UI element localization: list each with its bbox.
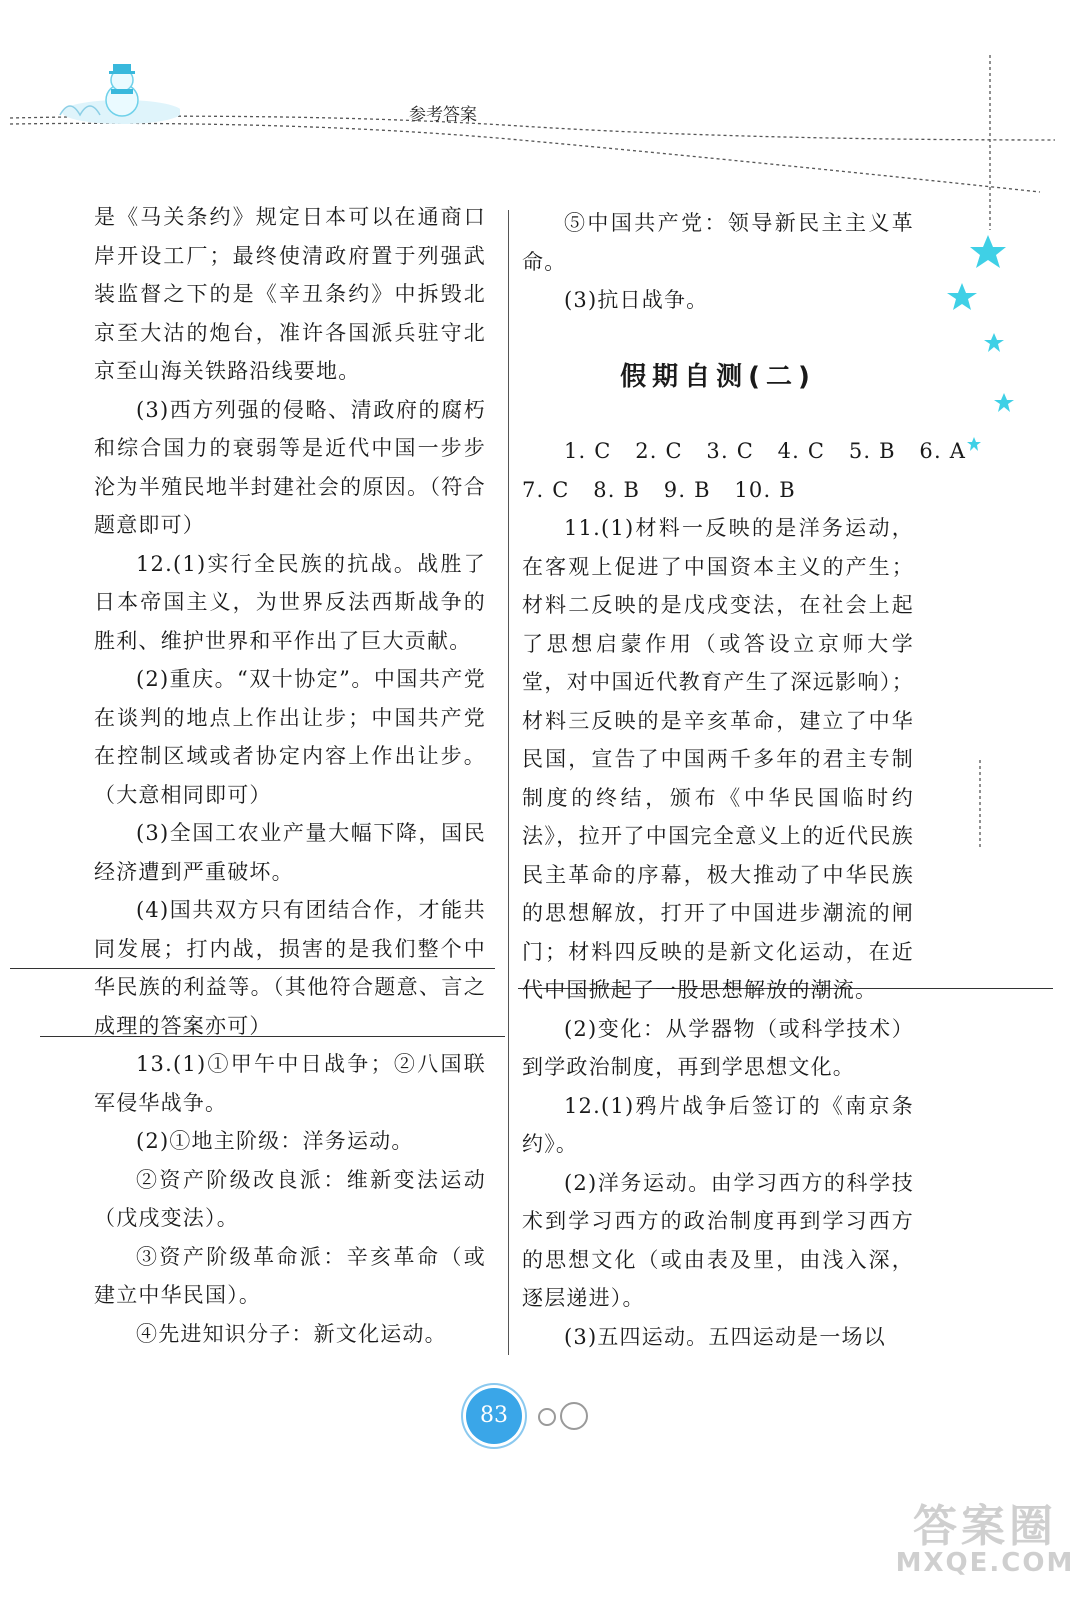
answer-paragraph: (2)①地主阶级：洋务运动。 xyxy=(136,1129,414,1153)
decorative-stars xyxy=(940,225,1020,465)
answer-paragraph: (2)洋务运动。由学习西方的科学技术到学习西方的政治制度再到学习西方的思想文化（或由表及里，由浅入深，逐层递进）。 xyxy=(522,1170,914,1310)
answer-paragraph: 13.(1)①甲午中日战争；②八国联军侵华战争。 xyxy=(94,1052,486,1115)
snowman-icon xyxy=(50,60,180,130)
answer-paragraph: 12.(1)鸦片战争后签订的《南京条约》。 xyxy=(522,1093,914,1156)
answer-paragraph: (3)抗日战争。 xyxy=(564,288,709,312)
star-icon xyxy=(970,235,1006,268)
right-column xyxy=(522,204,967,1356)
answer-paragraph: ⑤中国共产党：领导新民主主义革命。 xyxy=(522,211,914,274)
answer-paragraph: 是《马关条约》规定日本可以在通商口岸开设工厂；最终使清政府置于列强武装监督之下的是《辛丑条约》中拆毁北京至大沽的炮台，准许各国派兵驻守北京至山海关铁路沿线要地。 xyxy=(94,205,486,383)
answer-paragraph: ③资产阶级革命派：辛亥革命（或建立中华民国）。 xyxy=(94,1244,486,1307)
column-divider xyxy=(508,210,509,1355)
decorative-circle-large xyxy=(560,1402,588,1430)
answer-paragraph: (2)变化：从学器物（或科学技术）到学政治制度，再到学思想文化。 xyxy=(522,1016,914,1079)
choice-answers-line: 7. C 8. B 9. B 10. B xyxy=(522,477,796,502)
answer-paragraph: 12.(1)实行全民族的抗战。战胜了日本帝国主义，为世界反法西斯战争的胜利、维护世界和平作出了巨大贡献。 xyxy=(94,551,486,653)
watermark xyxy=(890,1490,1080,1578)
answer-paragraph: (3)五四运动。五四运动是一场以 xyxy=(564,1324,886,1349)
answer-paragraph: (3)全国工农业产量大幅下降，国民经济遭到严重破坏。 xyxy=(94,821,486,884)
answer-paragraph: ②资产阶级改良派：维新变法运动（戊戌变法）。 xyxy=(94,1167,486,1230)
answer-paragraph: (4)国共双方只有团结合作，才能共同发展；打内战，损害的是我们整个中华民族的利益等。（其他符合题意、言之成理的答案亦可） xyxy=(94,898,486,1038)
star-icon xyxy=(984,333,1004,352)
watermark-logo-text: 答案圈 xyxy=(913,1501,1057,1552)
star-icon xyxy=(967,437,981,451)
decorative-circle-small xyxy=(538,1408,556,1426)
left-column xyxy=(94,198,486,1353)
header-title: 参考答案 xyxy=(409,105,477,125)
answer-paragraph: ④先进知识分子：新文化运动。 xyxy=(136,1321,447,1346)
section-title: 假期自测(二) xyxy=(620,361,816,392)
page-number: 83 xyxy=(466,1388,522,1444)
watermark-url: MXQE.COM xyxy=(895,1548,1075,1578)
answer-paragraph: (3)西方列强的侵略、清政府的腐朽和综合国力的衰弱等是近代中国一步步沦为半殖民地半封建社会的原因。（符合题意即可） xyxy=(94,397,486,537)
star-icon xyxy=(947,283,977,310)
choice-answers-line: 1. C 2. C 3. C 4. C 5. B 6. A xyxy=(564,439,967,463)
answer-paragraph: (2)重庆。“双十协定”。中国共产党在谈判的地点上作出让步；中国共产党在控制区域或者协定内容上作出让步。（大意相同即可） xyxy=(94,667,486,807)
answer-paragraph: 11.(1)材料一反映的是洋务运动，在客观上促进了中国资本主义的产生；材料二反映的是戊戌变法，在社会上起了思想启蒙作用（或答设立京师大学堂，对中国近代教育产生了深远影响）；材料三反映的是辛亥革命，建立了中华民国，宣告了中国两千多年的君主专制制度的终结，颁布《中华民国临时约法》，拉开了中国完全意义上的近代民族民主革命的序幕，极大推动了中华民族的思想解放，打开了中国进步潮流的闸门；材料四反映的是新文化运动，在近代中国掀起了一股思想解放的潮流。 xyxy=(522,516,914,1002)
star-icon xyxy=(994,393,1014,412)
